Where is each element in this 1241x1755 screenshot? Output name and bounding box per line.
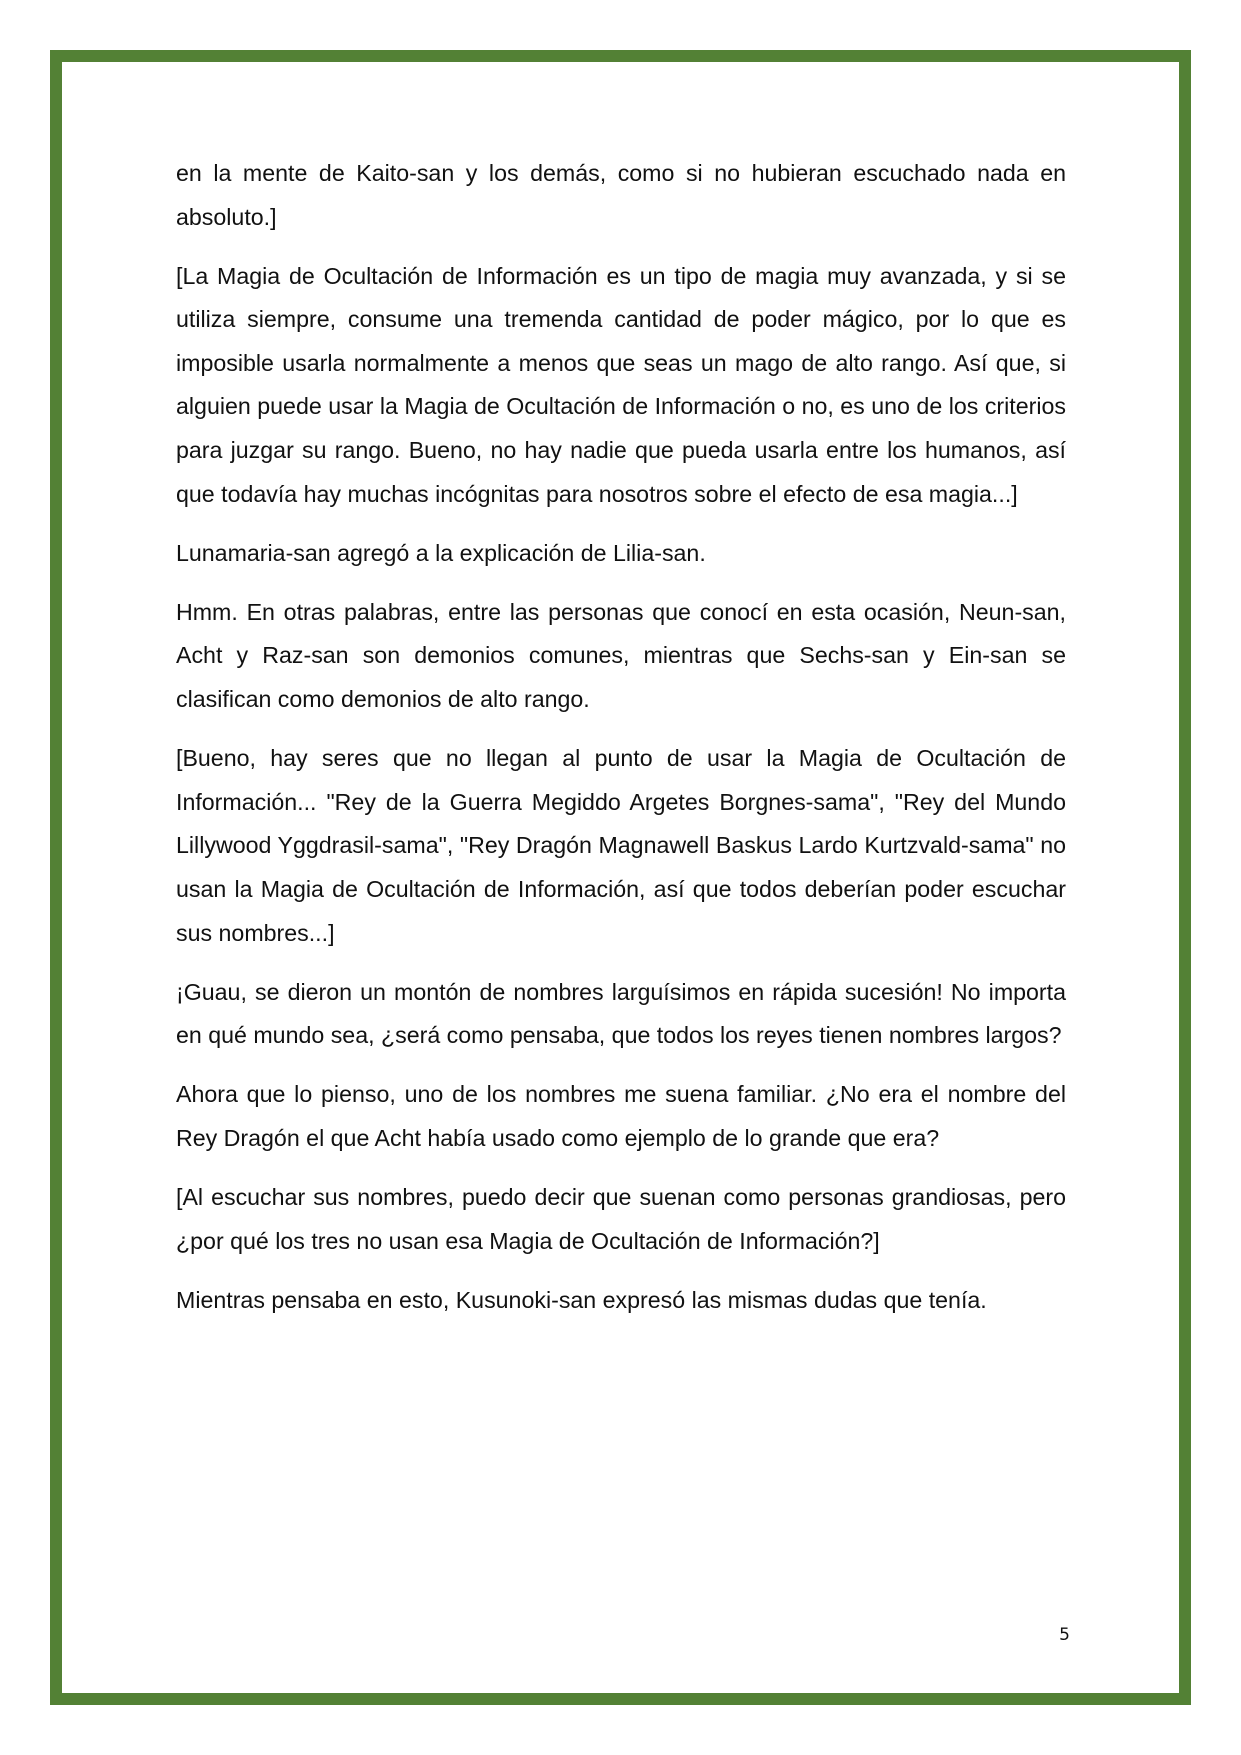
paragraph: ¡Guau, se dieron un montón de nombres larguísimos en rápida sucesión! No importa en qué mundo sea, ¿será como pensaba, que todos los reyes tienen nombres largos?: [176, 978, 1066, 1049]
paragraph: [Bueno, hay seres que no llegan al punto de usar la Magia de Ocultación de Información... "Rey de la Guerra Megiddo Argetes Borgnes-sama", "Rey del Mundo Lillywood Yggdrasil-sama", "Rey Dragón Magnawell Baskus Lardo Kurtzvald-sama" no usan la Magia de Ocultación de Información, así que todos deberían poder escuchar sus nombres...]: [176, 745, 1066, 946]
paragraph: Hmm. En otras palabras, entre las personas que conocí en esta ocasión, Neun-san, Acht y Raz-san son demonios comunes, mientras que Sechs-san y Ein-san se clasifican como demonios de alto rango.: [176, 598, 1066, 713]
paragraph: Lunamaria-san agregó a la explicación de Lilia-san.: [176, 539, 706, 566]
paragraph: Mientras pensaba en esto, Kusunoki-san expresó las mismas dudas que tenía.: [176, 1286, 987, 1313]
paragraph: Ahora que lo pienso, uno de los nombres me suena familiar. ¿No era el nombre del Rey Dragón el que Acht había usado como ejemplo de lo grande que era?: [176, 1081, 1066, 1151]
paragraph: [Al escuchar sus nombres, puedo decir que suenan como personas grandiosas, pero ¿por qué los tres no usan esa Magia de Ocultación de Información?]: [176, 1183, 1066, 1254]
page-number: 5: [1059, 1625, 1070, 1645]
paragraph: [La Magia de Ocultación de Información es un tipo de magia muy avanzada, y si se utiliza siempre, consume una tremenda cantidad de poder mágico, por lo que es imposible usarla normalmente a menos que seas un mago de alto rango. Así que, si alguien puede usar la Magia de Ocultación de Información o no, es uno de los criterios para juzgar su rango. Bueno, no hay nadie que pueda usarla entre los humanos, así que todavía hay muchas incógnitas para nosotros sobre el efecto de esa magia...]: [176, 262, 1066, 507]
paragraph: en la mente de Kaito-san y los demás, como si no hubieran escuchado nada en absoluto.]: [176, 160, 1066, 230]
body-text: [176, 152, 1066, 1338]
